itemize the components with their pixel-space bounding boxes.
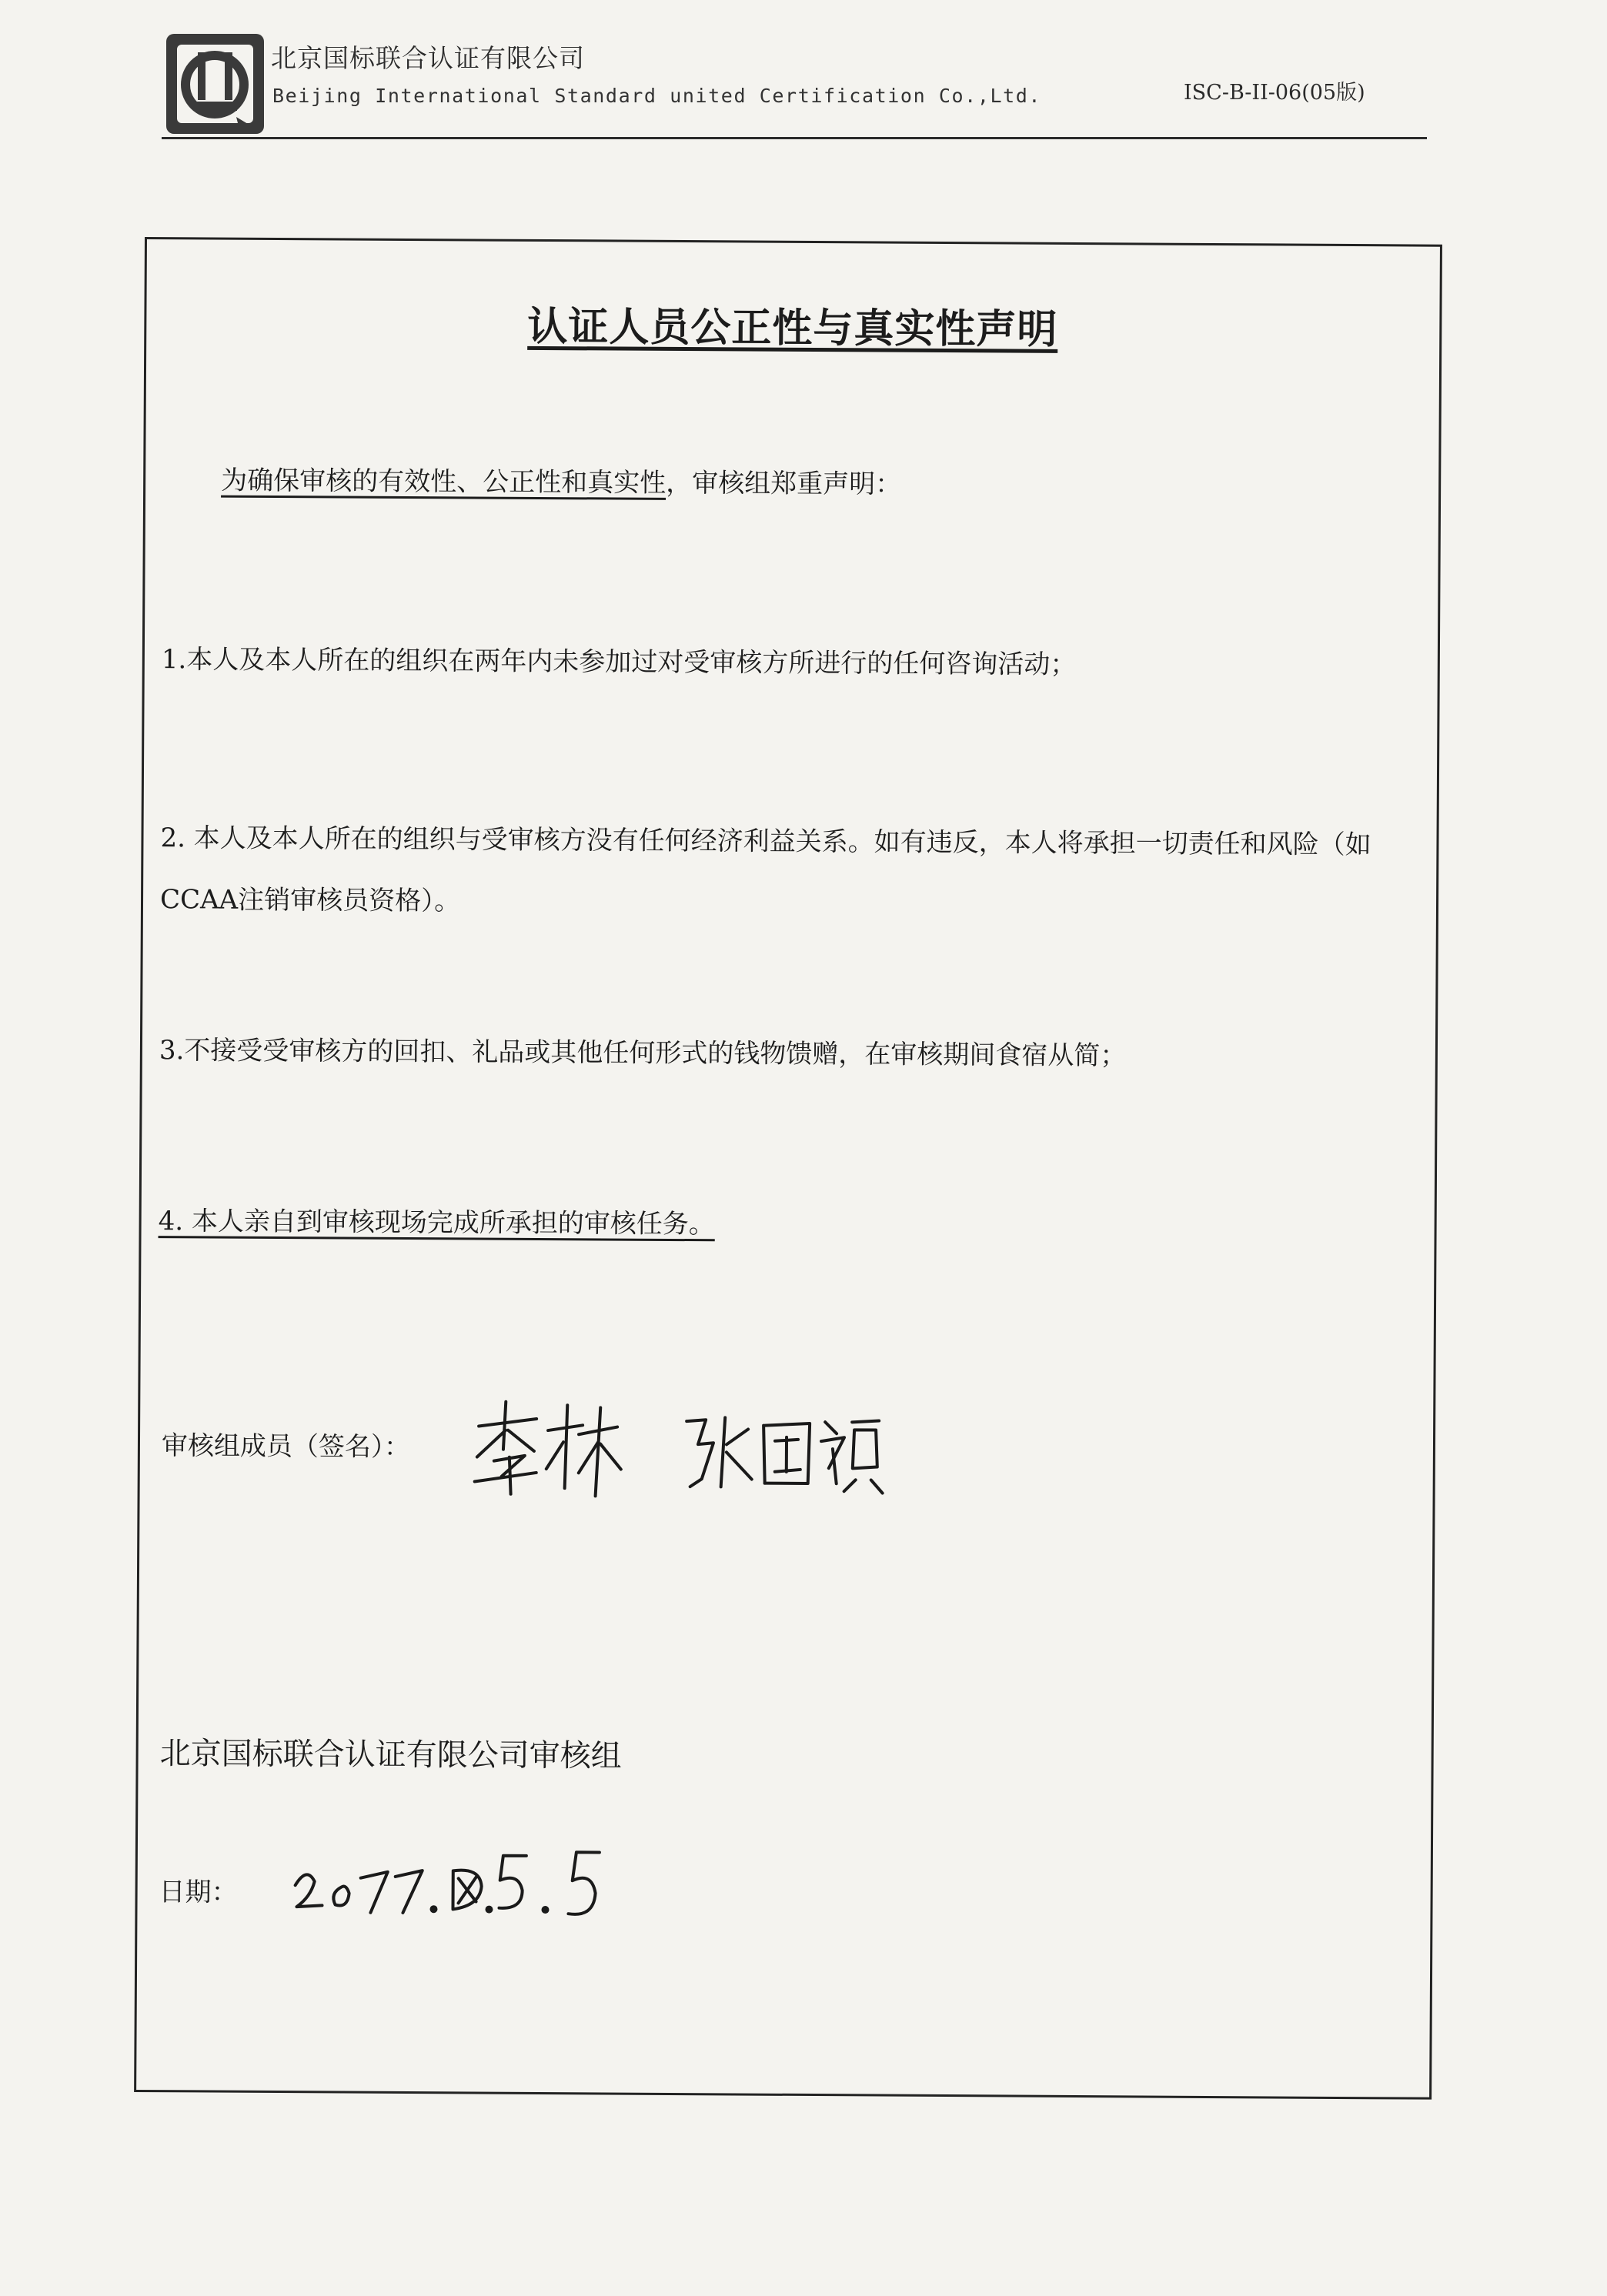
intro-rest-text: ，审核组郑重声明： [666, 467, 902, 500]
statement-frame [134, 237, 1442, 2100]
signature-2 [679, 1406, 887, 1500]
document-code: ISC-B-II-06(05版) [1184, 81, 1365, 105]
intro-paragraph [221, 459, 901, 501]
company-name-cn: 北京国标联合认证有限公司 [271, 43, 585, 73]
declaration-item-3: 3.不接受受审核方的回扣、礼品或其他任何形式的钱物馈赠，在审核期间食宿从简； [159, 1035, 1127, 1072]
intro-underlined-text: 为确保审核的有效性、公正性和真实性 [221, 465, 667, 499]
declaration-item-2: 2. 本人及本人所在的组织与受审核方没有任何经济利益关系。如有违反，本人将承担一切责任和风险（如CCAA注销审核员资格）。 [159, 823, 1371, 917]
date-label: 日期： [159, 1877, 238, 1908]
declaration-item-1: 1.本人及本人所在的组织在两年内未参加过对受审核方所进行的任何咨询活动； [161, 644, 1077, 680]
handwritten-date [287, 1831, 611, 1925]
declaration-item-4: 4. 本人亲自到审核现场完成所承担的审核任务。 [158, 1206, 715, 1240]
signature-label: 审核组成员（签名）： [161, 1430, 411, 1463]
audit-team-org-name: 北京国标联合认证有限公司审核组 [159, 1736, 622, 1774]
signature-1 [463, 1395, 626, 1503]
header-divider [162, 137, 1427, 139]
company-logo [163, 31, 267, 137]
company-name-en: Beijing International Standard united Certification Co.,Ltd. [272, 85, 1042, 107]
document-title: 认证人员公正性与真实性声明 [527, 303, 1058, 353]
